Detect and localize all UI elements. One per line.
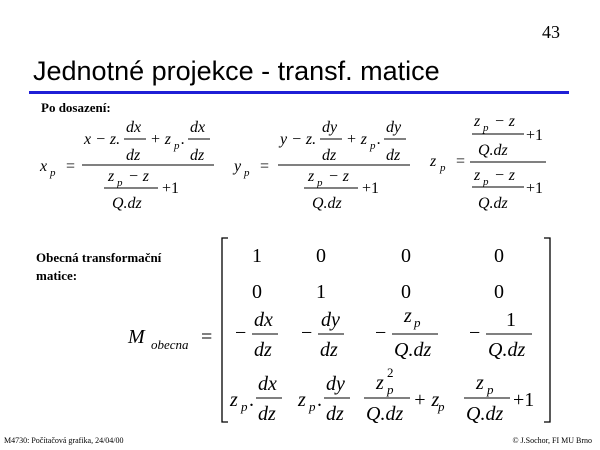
svg-text:−: − — [235, 322, 247, 344]
matrix-m-obecna — [127, 238, 550, 425]
xp-den-sub: p — [117, 177, 123, 189]
xp-den-minus-z: − z — [128, 168, 150, 185]
svg-text:−: − — [469, 322, 481, 344]
svg-text:+ z: + z — [413, 389, 440, 411]
matrix-left-bracket — [222, 238, 228, 422]
zp-den-qdz: Q.dz — [478, 195, 508, 212]
xp-num-dz1: dz — [126, 147, 141, 164]
zp-den-minus-z: − z — [494, 167, 516, 184]
svg-text:dy: dy — [321, 309, 340, 331]
zp-lhs-sub: p — [440, 162, 446, 174]
equation-yp — [232, 119, 410, 212]
svg-text:dx: dx — [258, 373, 277, 395]
zp-num-minus-z: − z — [494, 113, 516, 130]
zp-den-plus1: +1 — [526, 180, 544, 197]
xp-num-dx1: dx — [126, 119, 142, 136]
matrix-cell-r1c2: 0 — [316, 245, 326, 267]
xp-num-part1: x − z. — [84, 131, 121, 148]
svg-text:z: z — [476, 372, 484, 394]
obecna-matice-label: Obecná transformační matice: — [36, 250, 162, 283]
yp-equals: = — [260, 158, 270, 175]
slide-title: Jednotné projekce - transf. matice — [33, 56, 440, 86]
svg-text:+1: +1 — [513, 389, 535, 411]
svg-text:p: p — [414, 315, 421, 330]
svg-text:dz: dz — [254, 339, 272, 361]
po-dosazeni-label: Po dosazení: — [41, 100, 111, 115]
matrix-right-bracket — [544, 238, 550, 422]
xp-den-z: z — [108, 168, 115, 185]
svg-text:p: p — [309, 399, 316, 414]
yp-num-dz1: dz — [322, 147, 337, 164]
zp-num-qdz: Q.dz — [478, 142, 508, 159]
zp-den-z: z — [474, 167, 481, 184]
matrix-cell-r2c3: 0 — [401, 281, 411, 303]
svg-text:1: 1 — [506, 309, 516, 331]
svg-text:Q.dz: Q.dz — [366, 403, 404, 425]
yp-num-dz2: dz — [386, 147, 401, 164]
svg-text:z: z — [404, 305, 412, 327]
xp-num-dot: . — [181, 131, 185, 148]
matrix-cell-r2c2: 1 — [316, 281, 326, 303]
equation-zp — [429, 113, 546, 212]
equation-xp — [39, 119, 214, 212]
svg-text:p: p — [487, 382, 494, 397]
yp-den-sub: p — [317, 177, 323, 189]
xp-equals: = — [66, 158, 76, 175]
footer-course: M4730: Počítačová grafika, 24/04/00 — [4, 436, 124, 445]
xp-num-plus: + z — [150, 131, 172, 148]
matrix-cell-r3c2 — [301, 309, 344, 361]
yp-num-plus: + z — [346, 131, 368, 148]
xp-den-plus1: +1 — [162, 180, 180, 197]
matrix-cell-r2c4: 0 — [494, 281, 504, 303]
svg-text:Q.dz: Q.dz — [466, 403, 504, 425]
svg-text:p: p — [241, 399, 248, 414]
matrix-cell-r1c4: 0 — [494, 245, 504, 267]
svg-text:p: p — [438, 399, 445, 414]
matrix-cell-r3c3 — [375, 305, 438, 361]
svg-text:dy: dy — [326, 373, 345, 395]
xp-lhs-var: x — [40, 158, 48, 175]
yp-num-part1: y − z. — [280, 131, 317, 148]
yp-num-sub: p — [370, 140, 376, 152]
svg-text:.: . — [249, 389, 254, 411]
matrix-cell-r3c4 — [469, 309, 532, 361]
matrix-cell-r1c3: 0 — [401, 245, 411, 267]
xp-num-dz2: dz — [190, 147, 205, 164]
svg-text:dz: dz — [326, 403, 344, 425]
svg-text:dx: dx — [254, 309, 273, 331]
yp-den-plus1: +1 — [362, 180, 380, 197]
yp-lhs-sub: p — [244, 167, 250, 179]
svg-text:dz: dz — [320, 339, 338, 361]
matrix-cell-r1c1: 1 — [252, 245, 262, 267]
svg-text:dz: dz — [258, 403, 276, 425]
matrix-cell-r3c1 — [235, 309, 278, 361]
page-number: 43 — [542, 22, 560, 42]
zp-den-sub: p — [483, 176, 489, 188]
yp-den-qdz: Q.dz — [312, 195, 342, 212]
svg-text:.: . — [317, 389, 322, 411]
svg-text:z: z — [230, 389, 238, 411]
matrix-cell-r2c1: 0 — [252, 281, 262, 303]
matrix-lhs: M — [128, 326, 145, 348]
yp-den-z: z — [308, 168, 315, 185]
xp-den-qdz: Q.dz — [112, 195, 142, 212]
yp-num-dy2: dy — [386, 119, 402, 136]
zp-num-plus1: +1 — [526, 127, 544, 144]
matrix-cell-r4c1 — [229, 373, 282, 425]
matrix-cell-r4c3 — [364, 365, 445, 425]
zp-num-sub: p — [483, 122, 489, 134]
xp-lhs-sub: p — [50, 167, 56, 179]
xp-num-dx2: dx — [190, 119, 206, 136]
matrix-cell-r4c2 — [297, 373, 350, 425]
matrix-cell-r4c4 — [464, 372, 534, 425]
xp-num-sub: p — [174, 140, 180, 152]
svg-text:p: p — [387, 382, 394, 397]
zp-equals: = — [456, 153, 466, 170]
svg-text:z: z — [376, 372, 384, 394]
yp-num-dy1: dy — [322, 119, 338, 136]
svg-text:−: − — [375, 322, 387, 344]
zp-lhs-var: z — [430, 153, 437, 170]
matrix-lhs-sub: obecna — [151, 337, 189, 352]
yp-den-minus-z: − z — [328, 168, 350, 185]
svg-text:Q.dz: Q.dz — [488, 339, 526, 361]
footer-copyright: © J.Sochor, FI MU Brno — [512, 436, 592, 445]
svg-text:z: z — [298, 389, 306, 411]
svg-text:Q.dz: Q.dz — [394, 339, 432, 361]
svg-text:2: 2 — [387, 365, 394, 380]
yp-lhs-var: y — [234, 158, 242, 175]
zp-num-z: z — [474, 113, 481, 130]
matrix-equals: = — [201, 326, 213, 348]
yp-num-dot: . — [377, 131, 381, 148]
svg-text:−: − — [301, 322, 313, 344]
